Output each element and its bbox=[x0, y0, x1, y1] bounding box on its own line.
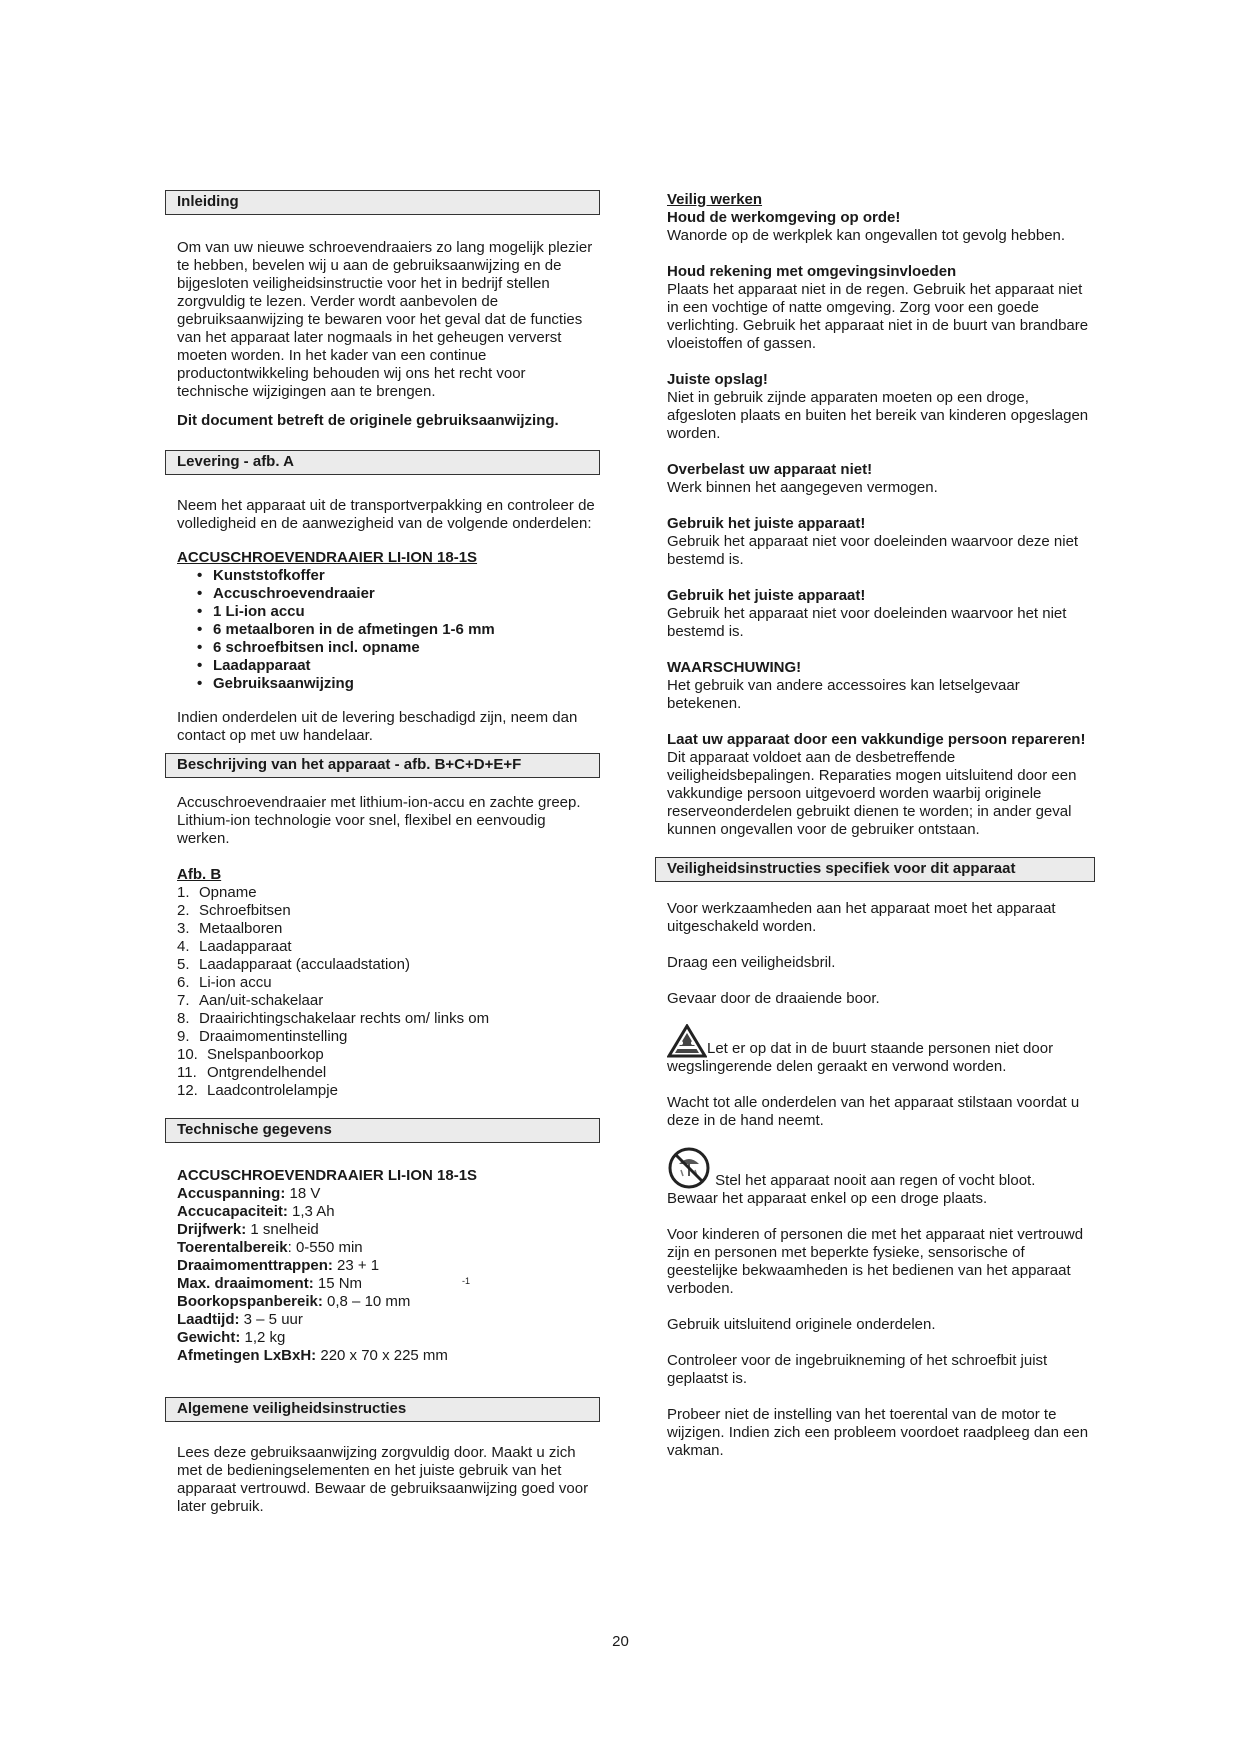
spec-row: Draaimomenttrappen: 23 + 1 bbox=[177, 1257, 380, 1274]
list-item: 6. Li-ion accu bbox=[177, 974, 272, 991]
block-text: Gebruik het apparaat niet voor doeleinden waarvoor het niet bestemd is. bbox=[667, 605, 1067, 640]
levering-outro: Indien onderdelen uit de levering beschadigd zijn, neem dan contact op met uw handelaar. bbox=[177, 709, 578, 744]
specifiek-p6a: Stel het apparaat nooit aan regen of vocht bloot. bbox=[711, 1172, 1036, 1189]
beschrijving-intro: Accuschroevendraaier met lithium-ion-accu en zachte greep. Lithium-ion technologie voor snel, flexibel en eenvoudig werken. bbox=[177, 794, 581, 847]
spec-row: Boorkopspanbereik: 0,8 – 10 mm bbox=[177, 1293, 411, 1310]
list-item: 12. Laadcontrolelampje bbox=[177, 1082, 338, 1099]
list-item: • 6 metaalboren in de afmetingen 1-6 mm bbox=[213, 621, 600, 639]
list-item: 9. Draaimomentinstelling bbox=[177, 1028, 348, 1045]
spec-row: Max. draaimoment: 15 Nm bbox=[177, 1275, 363, 1292]
section-header-specifiek: Veiligheidsinstructies specifiek voor dit apparaat bbox=[655, 857, 1095, 882]
veilig-werken-title: Veilig werken bbox=[667, 191, 763, 208]
technisch-product: ACCUSCHROEVENDRAAIER LI-ION 18-1S bbox=[177, 1167, 478, 1184]
specifiek-p8: Gebruik uitsluitend originele onderdelen. bbox=[667, 1316, 936, 1333]
block-heading: Overbelast uw apparaat niet! bbox=[667, 461, 873, 478]
list-item: 4. Laadapparaat bbox=[177, 938, 292, 955]
specifiek-p5: Wacht tot alle onderdelen van het apparaat stilstaan voordat u deze in de hand neemt. bbox=[667, 1094, 1080, 1129]
block-text: Het gebruik van andere accessoires kan letselgevaar betekenen. bbox=[667, 677, 1020, 712]
section-header-algemeen: Algemene veiligheidsinstructies bbox=[165, 1397, 600, 1422]
spec-row: Laadtijd: 3 – 5 uur bbox=[177, 1311, 303, 1328]
list-item: 11. Ontgrendelhendel bbox=[177, 1064, 327, 1081]
block-heading: Gebruik het juiste apparaat! bbox=[667, 515, 866, 532]
list-item: • Laadapparaat bbox=[213, 657, 600, 675]
list-item: • 6 schroefbitsen incl. opname bbox=[213, 639, 600, 657]
spec-row: Gewicht: 1,2 kg bbox=[177, 1329, 286, 1346]
page-number: 20 bbox=[612, 1633, 629, 1650]
list-item: • Accuschroevendraaier bbox=[213, 585, 600, 603]
list-item: 3. Metaalboren bbox=[177, 920, 283, 937]
list-item: 1. Opname bbox=[177, 884, 257, 901]
list-item: 7. Aan/uit-schakelaar bbox=[177, 992, 324, 1009]
specifiek-p2: Draag een veiligheidsbril. bbox=[667, 954, 836, 971]
levering-product: ACCUSCHROEVENDRAAIER LI-ION 18-1S bbox=[177, 549, 478, 566]
parts-list bbox=[177, 884, 600, 1100]
block-text: Werk binnen het aangegeven vermogen. bbox=[667, 479, 938, 496]
block-text: Dit apparaat voldoet aan de desbetreffende veiligheidsbepalingen. Reparaties mogen uitsluitend door een vakkundige persoon uitgevoerd worden waarbij originele reserveonderdelen gebruikt dienen te worden; in ander geval kunnen ongevallen voor de gebruiker ontstaan. bbox=[667, 749, 1077, 838]
right-column bbox=[655, 191, 1095, 1460]
block-text: Niet in gebruik zijnde apparaten moeten op een droge, afgesloten plaats en buiten het bereik van kinderen opgeslagen worden. bbox=[667, 389, 1089, 442]
list-item: 8. Draairichtingschakelaar rechts om/ links om bbox=[177, 1010, 490, 1027]
block-heading: Laat uw apparaat door een vakkundige persoon repareren! bbox=[667, 731, 1086, 748]
specifiek-p6b: Bewaar het apparaat enkel op een droge plaats. bbox=[667, 1190, 988, 1207]
block-heading: Houd de werkomgeving op orde! bbox=[667, 209, 901, 226]
warning-paragraph bbox=[667, 1024, 1095, 1076]
specifiek-p3: Gevaar door de draaiende boor. bbox=[667, 990, 880, 1007]
specifiek-p7: Voor kinderen of personen die met het apparaat niet vertrouwd zijn en personen met beperkte fysieke, sensorische of geestelijke bekwaamheden is het bedienen van het apparaat verboden. bbox=[667, 1226, 1084, 1297]
warning-triangle-icon bbox=[667, 1024, 707, 1058]
spec-row: Accucapaciteit: 1,3 Ah bbox=[177, 1203, 335, 1220]
specifiek-p4: Let er op dat in de buurt staande personen niet door wegslingerende delen geraakt en verwond worden. bbox=[667, 1040, 1054, 1075]
section-header-inleiding: Inleiding bbox=[165, 190, 600, 215]
inleiding-body: Om van uw nieuwe schroevendraaiers zo lang mogelijk plezier te hebben, bevelen wij u aan de gebruiksaanwijzing en de bijgesloten veiligheidsinstructie voor het in bedrijf stellen zorgvuldig te lezen. Verder wordt aanbevolen de gebruiksaanwijzing te bewaren voor het geval dat de functies van het apparaat later nogmaals in het geheugen ververst moeten worden. In het kader van een continue productontwikkeling behouden wij ons het recht voor technische wijzigingen aan te brengen. bbox=[177, 239, 593, 400]
list-item: 5. Laadapparaat (acculaadstation) bbox=[177, 956, 410, 973]
levering-intro: Neem het apparaat uit de transportverpakking en controleer de volledigheid en de aanwezigheid van de volgende onderdelen: bbox=[177, 497, 595, 532]
afb-b-label: Afb. B bbox=[177, 866, 222, 883]
section-header-levering: Levering - afb. A bbox=[165, 450, 600, 475]
block-text: Wanorde op de werkplek kan ongevallen tot gevolg hebben. bbox=[667, 227, 1066, 244]
algemeen-body: Lees deze gebruiksaanwijzing zorgvuldig door. Maakt u zich met de bedieningselementen en het juiste gebruik van het apparaat vertrouwd. Bewaar de gebruiksaanwijzing goed voor later gebruik. bbox=[177, 1444, 589, 1515]
spec-row: Afmetingen LxBxH: 220 x 70 x 225 mm bbox=[177, 1347, 448, 1364]
spec-row: Toerentalbereik: 0-550 min bbox=[177, 1239, 363, 1256]
list-item: 2. Schroefbitsen bbox=[177, 902, 291, 919]
list-item: • Kunststofkoffer bbox=[213, 567, 600, 585]
superscript-minus-one: -1 bbox=[462, 1276, 471, 1286]
block-text: Plaats het apparaat niet in de regen. Gebruik het apparaat niet in een vochtige of natte omgeving. Zorg voor een goede verlichting. Gebruik het apparaat niet in de buurt van brandbare vloeistoffen of gassen. bbox=[667, 281, 1089, 352]
no-rain-icon bbox=[667, 1146, 711, 1190]
block-heading: Gebruik het juiste apparaat! bbox=[667, 587, 866, 604]
left-column bbox=[165, 190, 600, 1516]
list-item: 10. Snelspanboorkop bbox=[177, 1046, 324, 1063]
specifiek-p10: Probeer niet de instelling van het toerental van de motor te wijzigen. Indien zich een probleem voordoet raadpleeg dan een vakman. bbox=[667, 1406, 1089, 1459]
spec-list bbox=[177, 1185, 600, 1365]
block-heading: Houd rekening met omgevingsinvloeden bbox=[667, 263, 957, 280]
list-item: • 1 Li-ion accu bbox=[213, 603, 600, 621]
section-header-technisch: Technische gegevens bbox=[165, 1118, 600, 1143]
rain-paragraph bbox=[667, 1146, 1095, 1208]
block-heading: Juiste opslag! bbox=[667, 371, 768, 388]
block-heading: WAARSCHUWING! bbox=[667, 659, 802, 676]
block-text: Gebruik het apparaat niet voor doeleinden waarvoor deze niet bestemd is. bbox=[667, 533, 1079, 568]
list-item: • Gebruiksaanwijzing bbox=[213, 675, 600, 693]
specifiek-p9: Controleer voor de ingebruikneming of het schroefbit juist geplaatst is. bbox=[667, 1352, 1048, 1387]
specifiek-p1: Voor werkzaamheden aan het apparaat moet het apparaat uitgeschakeld worden. bbox=[667, 900, 1056, 935]
section-header-beschrijving: Beschrijving van het apparaat - afb. B+C+D+E+F bbox=[165, 753, 600, 778]
spec-row: Accuspanning: 18 V bbox=[177, 1185, 321, 1202]
levering-list bbox=[177, 567, 600, 693]
spec-row: Drijfwerk: 1 snelheid bbox=[177, 1221, 319, 1238]
inleiding-note: Dit document betreft de originele gebruiksaanwijzing. bbox=[177, 412, 559, 429]
